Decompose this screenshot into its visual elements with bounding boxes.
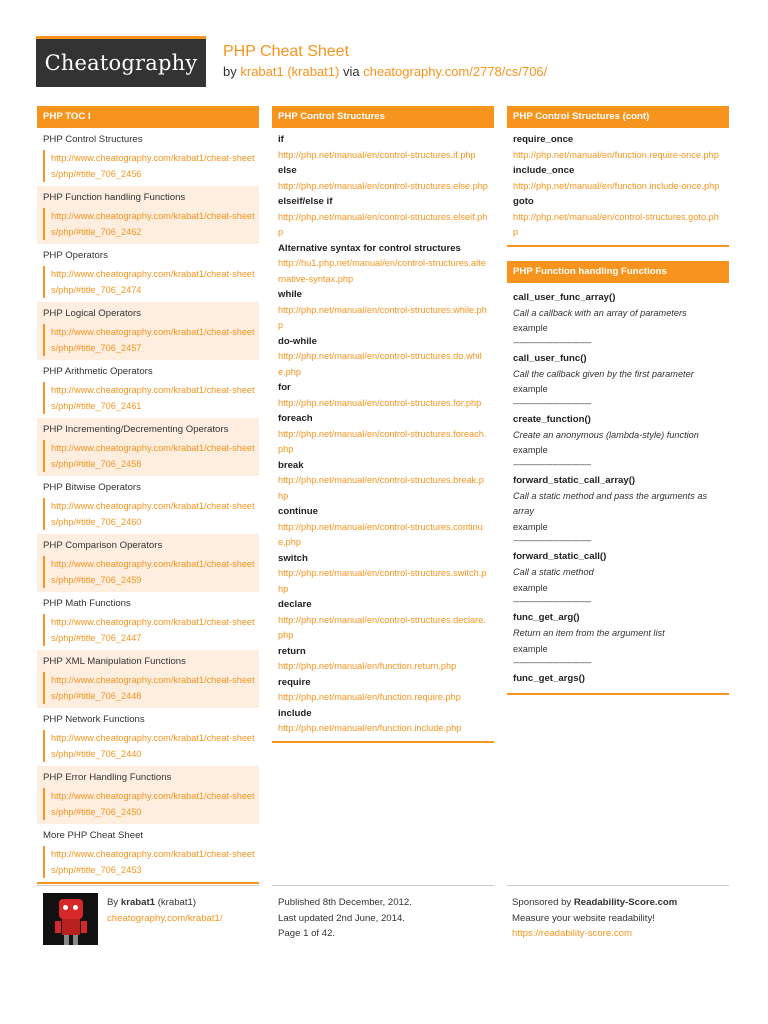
control-structure-label: return: [278, 645, 306, 657]
author-link[interactable]: krabat1 (krabat1): [240, 64, 340, 79]
toc-item-link[interactable]: http://www.cheatography.com/krabat1/cheat-sheets/php/#title_706_2457: [43, 324, 259, 356]
toc-list: [37, 128, 259, 884]
control-structure-link[interactable]: http://hu1.php.net/manual/en/control-structures.alternative-syntax.php: [278, 258, 486, 284]
author-avatar[interactable]: [43, 893, 98, 945]
control-structure-link[interactable]: http://php.net/manual/en/control-structures.break.php: [278, 475, 484, 501]
sheet-url-link[interactable]: cheatography.com/2778/cs/706/: [363, 64, 548, 79]
function-name: call_user_func(): [513, 352, 587, 364]
toc-item-title: PHP Network Functions: [43, 714, 145, 725]
control-structure-label: include: [278, 707, 312, 719]
control-structure-label: else: [278, 165, 297, 176]
control-structure-link[interactable]: http://php.net/manual/en/function.return.php: [278, 661, 457, 671]
control-structure-link[interactable]: http://php.net/manual/en/control-structures.for.php: [278, 397, 482, 408]
sponsor-name: Readability-Score.com: [573, 897, 678, 908]
control-structure-link[interactable]: http://php.net/manual/en/function.require-once.php: [513, 149, 719, 160]
function-name: create_function(): [513, 413, 591, 425]
toc-item-title: More PHP Cheat Sheet: [43, 830, 144, 841]
function-description: Create an anonymous (lambda-style) function: [513, 429, 699, 440]
footer-author: [107, 895, 223, 926]
control-structure-link[interactable]: http://php.net/manual/en/function.include.php: [278, 723, 462, 733]
function-name: forward_static_call_array(): [513, 474, 636, 486]
toc-item: [37, 186, 259, 244]
control-structure-label: declare: [278, 599, 312, 610]
footer-sponsor: [512, 895, 677, 942]
footer-author-line: [107, 895, 223, 911]
control-structure-link[interactable]: http://php.net/manual/en/control-structures.foreach.php: [278, 428, 487, 454]
function-description: Call the callback given by the first parameter: [513, 368, 694, 379]
toc-item-link[interactable]: http://www.cheatography.com/krabat1/cheat-sheets/php/#title_706_2440: [43, 730, 259, 762]
toc-item: [37, 128, 259, 186]
function-handling-box: [507, 261, 729, 696]
toc-item-title: PHP Logical Operators: [43, 308, 141, 319]
control-structure-link[interactable]: http://php.net/manual/en/function.require.php: [278, 692, 461, 702]
control-structure-label: include_once: [513, 165, 575, 176]
control-structure-link[interactable]: http://php.net/manual/en/control-structures.declare.php: [278, 614, 486, 640]
function-description: Call a callback with an array of parameters: [513, 307, 687, 318]
robot-eye: [63, 905, 68, 910]
toc-box: [37, 106, 259, 884]
separator-line: ------------------------------------: [513, 398, 591, 408]
control-structure-label: Alternative syntax for control structures: [278, 242, 461, 254]
control-structure-link[interactable]: http://php.net/manual/en/control-structures.do.while.php: [278, 351, 482, 377]
control-structure-link[interactable]: http://php.net/manual/en/control-structures.elseif.php: [278, 211, 488, 237]
separator-line: ------------------------------------: [513, 536, 591, 545]
function-name: call_user_func_array(): [513, 291, 616, 303]
toc-item-title: PHP Control Structures: [43, 134, 143, 145]
cheatography-logo[interactable]: [36, 36, 206, 87]
control-structures-list: [272, 128, 494, 743]
toc-item-link[interactable]: http://www.cheatography.com/krabat1/cheat-sheets/php/#title_706_2450: [43, 788, 259, 820]
toc-item: [37, 824, 259, 882]
byline-via: via: [342, 64, 360, 79]
page-number: Page 1 of 42.: [278, 928, 336, 939]
separator-line: ------------------------------------: [513, 658, 591, 667]
function-description: Call a static method and pass the arguments as array: [513, 490, 708, 516]
toc-item-link[interactable]: http://www.cheatography.com/krabat1/cheat-sheets/php/#title_706_2460: [43, 498, 259, 530]
footer-author-name: krabat1: [120, 897, 156, 908]
toc-item-link[interactable]: http://www.cheatography.com/krabat1/cheat-sheets/php/#title_706_2459: [43, 556, 259, 588]
control-structure-link[interactable]: http://php.net/manual/en/control-structures.continue.php: [278, 521, 483, 547]
control-structures-cont-box: [507, 106, 729, 247]
control-structures-heading: PHP Control Structures: [272, 106, 494, 128]
toc-item-link[interactable]: http://www.cheatography.com/krabat1/cheat-sheets/php/#title_706_2462: [43, 208, 259, 240]
toc-item: [37, 302, 259, 360]
toc-item: [37, 534, 259, 592]
page-title: PHP Cheat Sheet: [223, 43, 350, 60]
toc-item: [37, 766, 259, 824]
separator-line: ------------------------------------: [513, 337, 591, 347]
toc-item-link[interactable]: http://www.cheatography.com/krabat1/cheat-sheets/php/#title_706_2461: [43, 382, 259, 414]
function-handling-list: [507, 283, 729, 696]
robot-arm: [81, 921, 87, 933]
toc-item: [37, 476, 259, 534]
control-structure-label: switch: [278, 552, 308, 564]
footer-divider: [507, 885, 729, 886]
control-structure-link[interactable]: http://php.net/manual/en/function.include-once.php: [513, 180, 720, 191]
toc-item-link[interactable]: http://www.cheatography.com/krabat1/cheat-sheets/php/#title_706_2447: [43, 614, 259, 646]
toc-item-title: PHP Incrementing/Decrementing Operators: [43, 424, 229, 435]
control-structure-label: foreach: [278, 413, 313, 424]
byline: [223, 64, 547, 79]
toc-item-title: PHP Arithmetic Operators: [43, 366, 153, 377]
control-structures-cont-list: [507, 128, 729, 247]
toc-item-link[interactable]: http://www.cheatography.com/krabat1/cheat-sheets/php/#title_706_2448: [43, 672, 259, 704]
control-structure-label: require_once: [513, 134, 574, 145]
control-structure-label: goto: [513, 196, 534, 207]
function-example: example: [513, 445, 548, 455]
toc-item-title: PHP Operators: [43, 250, 108, 261]
function-description: Return an item from the argument list: [513, 628, 665, 638]
separator-line: ------------------------------------: [513, 459, 591, 469]
robot-arm: [55, 921, 61, 933]
robot-leg: [64, 935, 69, 945]
function-example: example: [513, 521, 548, 532]
toc-item-link[interactable]: http://www.cheatography.com/krabat1/cheat-sheets/php/#title_706_2453: [43, 846, 259, 878]
sponsor-tagline: Measure your website readability!: [512, 912, 655, 924]
toc-heading: PHP TOC I: [37, 106, 259, 128]
sponsor-line: [512, 895, 677, 911]
footer-author-paren: (krabat1): [157, 897, 197, 908]
logo-text: Cheatography: [44, 51, 198, 75]
toc-item-title: PHP Math Functions: [43, 598, 131, 609]
toc-item-link[interactable]: http://www.cheatography.com/krabat1/cheat-sheets/php/#title_706_2458: [43, 440, 259, 472]
toc-item-title: PHP Comparison Operators: [43, 540, 163, 551]
function-example: example: [513, 643, 548, 654]
toc-item: [37, 592, 259, 650]
function-description: Call a static method: [513, 567, 594, 577]
robot-eye: [73, 905, 78, 910]
control-structures-cont-heading: PHP Control Structures (cont): [507, 106, 729, 128]
control-structure-label: if: [278, 134, 284, 145]
control-structures-box: [272, 106, 494, 743]
control-structure-link[interactable]: http://php.net/manual/en/control-structures.goto.php: [513, 211, 719, 237]
control-structure-link[interactable]: http://php.net/manual/en/control-structures.else.php: [278, 180, 488, 191]
function-example: example: [513, 323, 548, 333]
function-example: example: [513, 582, 548, 593]
control-structure-label: require: [278, 676, 311, 688]
footer-by: By: [107, 897, 119, 908]
robot-body: [62, 919, 80, 935]
control-structure-label: continue: [278, 506, 318, 517]
sponsor-link[interactable]: https://readability-score.com: [512, 928, 632, 939]
function-name: func_get_arg(): [513, 612, 580, 623]
footer-divider: [272, 885, 494, 886]
robot-leg: [73, 935, 78, 945]
function-name: func_get_args(): [513, 673, 585, 684]
toc-item: [37, 418, 259, 476]
footer-author-link[interactable]: cheatography.com/krabat1/: [107, 912, 223, 924]
updated-date: Last updated 2nd June, 2014.: [278, 912, 405, 924]
control-structure-label: for: [278, 382, 291, 393]
toc-item-title: PHP Error Handling Functions: [43, 772, 172, 783]
control-structure-label: while: [278, 289, 302, 300]
control-structure-label: break: [278, 459, 304, 471]
control-structure-link[interactable]: http://php.net/manual/en/control-structures.if.php: [278, 149, 476, 160]
toc-item-title: PHP Bitwise Operators: [43, 482, 141, 493]
toc-item-title: PHP Function handling Functions: [43, 192, 186, 203]
separator-line: ------------------------------------: [513, 597, 591, 606]
control-structure-link[interactable]: http://php.net/manual/en/control-structures.switch.php: [278, 568, 487, 594]
toc-item-link[interactable]: http://www.cheatography.com/krabat1/cheat-sheets/php/#title_706_2456: [43, 150, 259, 182]
footer-dates: [278, 895, 412, 942]
sponsor-prefix: Sponsored by: [512, 897, 572, 908]
toc-item: [37, 650, 259, 708]
toc-item: [37, 360, 259, 418]
toc-item-link[interactable]: http://www.cheatography.com/krabat1/cheat-sheets/php/#title_706_2474: [43, 266, 259, 298]
function-handling-heading: PHP Function handling Functions: [507, 261, 729, 283]
toc-item: [37, 244, 259, 302]
footer-divider: [37, 885, 259, 886]
function-name: forward_static_call(): [513, 551, 607, 562]
byline-by: by: [223, 64, 237, 79]
control-structure-label: elseif/else if: [278, 196, 333, 207]
toc-item: [37, 708, 259, 766]
toc-item-title: PHP XML Manipulation Functions: [43, 656, 186, 667]
published-date: Published 8th December, 2012.: [278, 897, 412, 908]
control-structure-link[interactable]: http://php.net/manual/en/control-structures.while.php: [278, 304, 487, 330]
function-example: example: [513, 384, 548, 394]
control-structure-label: do-while: [278, 335, 317, 347]
column-three: [507, 106, 729, 695]
